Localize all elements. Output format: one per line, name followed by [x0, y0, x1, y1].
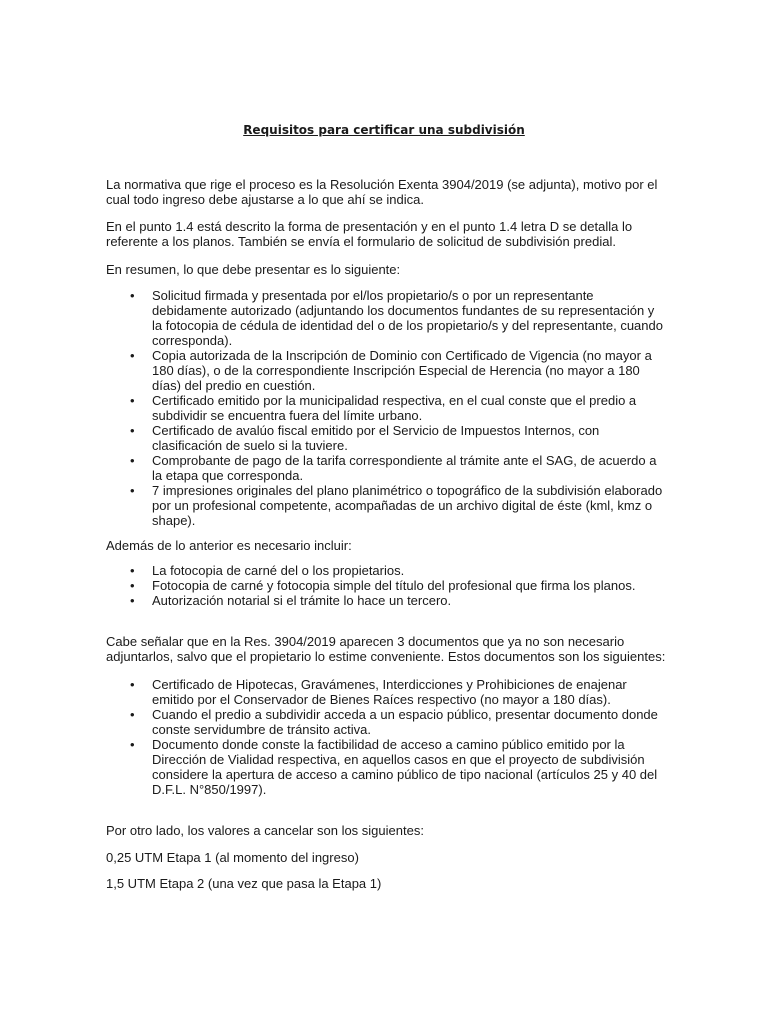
list-item: • Copia autorizada de la Inscripción de Dominio con Certificado de Vigencia (no mayor a 180 días), o de la correspondiente Inscripción Especial de Herencia (no mayor a 180 días) del predio en cuestión. — [106, 348, 666, 393]
list-item: • Certificado emitido por la municipalidad respectiva, en el cual conste que el predio a subdividir se encuentra fuera del límite urbano. — [106, 393, 666, 423]
paragraph-cabe-senalar: Cabe señalar que en la Res. 3904/2019 aparecen 3 documentos que ya no son necesario adjuntarlos, salvo que el propietario lo estime conveniente. Estos documentos son los siguientes: — [106, 634, 666, 664]
paragraph-punto-1-4: En el punto 1.4 está descrito la forma de presentación y en el punto 1.4 letra D se detalla lo referente a los planos. También se envía el formulario de solicitud de subdivisión predial. — [106, 219, 633, 249]
list-item: • 7 impresiones originales del plano planimétrico o topográfico de la subdivisión elaborado por un profesional competente, acompañadas de un archivo digital de éste (kml, kmz o shape). — [106, 483, 666, 528]
optional-documents-list — [106, 677, 666, 797]
paragraph-valores: Por otro lado, los valores a cancelar son los siguientes: — [106, 823, 424, 838]
fee-etapa-1: 0,25 UTM Etapa 1 (al momento del ingreso) — [106, 850, 359, 865]
list-item: • La fotocopia de carné del o los propietarios. — [106, 563, 666, 578]
paragraph-resumen: En resumen, lo que debe presentar es lo siguiente: — [106, 262, 401, 277]
list-item: • Certificado de avalúo fiscal emitido por el Servicio de Impuestos Internos, con clasificación de suelo si la tuviere. — [106, 423, 666, 453]
paragraph-ademas: Además de lo anterior es necesario incluir: — [106, 538, 352, 553]
list-item: • Documento donde conste la factibilidad de acceso a camino público emitido por la Dirección de Vialidad respectiva, en aquellos casos en que el proyecto de subdivisión considere la apertura de acceso a camino público de tipo nacional (artículos 25 y 40 del D.F.L. N°850/1997). — [106, 737, 666, 797]
fee-etapa-2: 1,5 UTM Etapa 2 (una vez que pasa la Etapa 1) — [106, 876, 382, 891]
list-item: • Cuando el predio a subdividir acceda a un espacio público, presentar documento donde conste servidumbre de tránsito activa. — [106, 707, 666, 737]
list-item: • Autorización notarial si el trámite lo hace un tercero. — [106, 593, 666, 608]
additional-list — [106, 563, 666, 608]
list-item: • Solicitud firmada y presentada por el/los propietario/s o por un representante debidamente autorizado (adjuntando los documentos fundantes de su representación y la fotocopia de cédula de identidad del o de los propietario/s y del representante, cuando corresponda). — [106, 288, 666, 348]
list-item: • Comprobante de pago de la tarifa correspondiente al trámite ante el SAG, de acuerdo a la etapa que corresponda. — [106, 453, 666, 483]
list-item: • Fotocopia de carné y fotocopia simple del título del profesional que firma los planos. — [106, 578, 666, 593]
requirements-list — [106, 288, 666, 528]
list-item: • Certificado de Hipotecas, Gravámenes, Interdicciones y Prohibiciones de enajenar emitido por el Conservador de Bienes Raíces respectivo (no mayor a 180 días). — [106, 677, 666, 707]
document-title: Requisitos para certificar una subdivisión — [243, 123, 525, 137]
paragraph-normativa: La normativa que rige el proceso es la Resolución Exenta 3904/2019 (se adjunta), motivo por el cual todo ingreso debe ajustarse a lo que ahí se indica. — [106, 177, 658, 207]
